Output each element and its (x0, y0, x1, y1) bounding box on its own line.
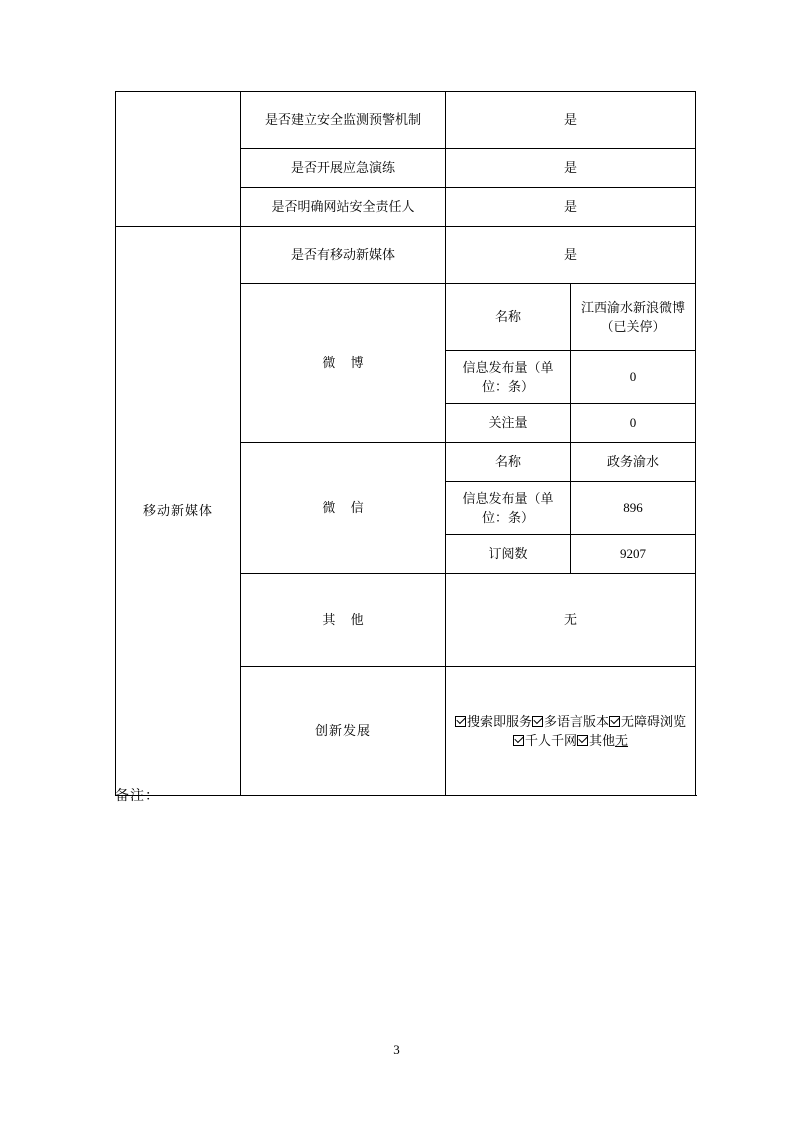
innovation-option-accessibility[interactable] (609, 714, 686, 729)
innovation-other-text: 无 (615, 733, 629, 748)
security-owner-label: 是否明确网站安全责任人 (241, 188, 446, 227)
innovation-options-cell (446, 667, 696, 796)
weixin-subs-value: 9207 (571, 535, 696, 574)
has-mobile-media-value: 是 (446, 227, 696, 284)
emergency-drill-label: 是否开展应急演练 (241, 149, 446, 188)
innovation-option-label: 千人千网 (524, 733, 577, 748)
weibo-name-label: 名称 (446, 284, 571, 351)
innovation-option-label: 无障碍浏览 (621, 713, 687, 729)
has-mobile-media-label: 是否有移动新媒体 (241, 227, 446, 284)
innovation-label: 创新发展 (241, 667, 446, 796)
checkbox-checked-icon[interactable] (532, 716, 543, 727)
innovation-option-label: 搜索即服务 (466, 713, 532, 729)
weixin-subs-label: 订阅数 (446, 535, 571, 574)
weibo-label: 微 博 (241, 284, 446, 443)
empty-label-cell (116, 92, 241, 227)
mobile-media-label: 移动新媒体 (116, 227, 241, 796)
weixin-name-label: 名称 (446, 443, 571, 482)
page-number: 3 (393, 1042, 400, 1057)
other-media-value: 无 (446, 574, 696, 667)
safety-monitor-label: 是否建立安全监测预警机制 (241, 92, 446, 149)
security-owner-value: 是 (446, 188, 696, 227)
innovation-option-label: 多语言版本 (544, 713, 610, 729)
innovation-option-multilang[interactable] (532, 714, 609, 729)
other-media-label: 其 他 (241, 574, 446, 667)
checkbox-checked-icon[interactable] (455, 716, 466, 727)
checkbox-checked-icon[interactable] (577, 735, 588, 746)
weibo-name-value: 江西渝水新浪微博（已关停） (571, 284, 696, 351)
weibo-followers-value: 0 (571, 404, 696, 443)
innovation-option-search[interactable] (455, 714, 532, 729)
weixin-posts-value: 896 (571, 482, 696, 535)
weibo-followers-label: 关注量 (446, 404, 571, 443)
website-info-table (115, 91, 696, 796)
weixin-label: 微 信 (241, 443, 446, 574)
weixin-posts-label: 信息发布量（单位：条） (446, 482, 571, 535)
weibo-posts-label: 信息发布量（单位：条） (446, 351, 571, 404)
table-row (116, 92, 696, 149)
weibo-posts-value: 0 (571, 351, 696, 404)
checkbox-checked-icon[interactable] (513, 735, 524, 746)
innovation-option-other[interactable] (577, 733, 615, 748)
checkbox-checked-icon[interactable] (609, 716, 620, 727)
emergency-drill-value: 是 (446, 149, 696, 188)
table-row (116, 227, 696, 284)
remark-label: 备注： (115, 789, 160, 804)
weixin-name-value: 政务渝水 (571, 443, 696, 482)
safety-monitor-value: 是 (446, 92, 696, 149)
innovation-option-label: 其他 (589, 733, 616, 748)
innovation-option-personalized[interactable] (513, 733, 577, 748)
